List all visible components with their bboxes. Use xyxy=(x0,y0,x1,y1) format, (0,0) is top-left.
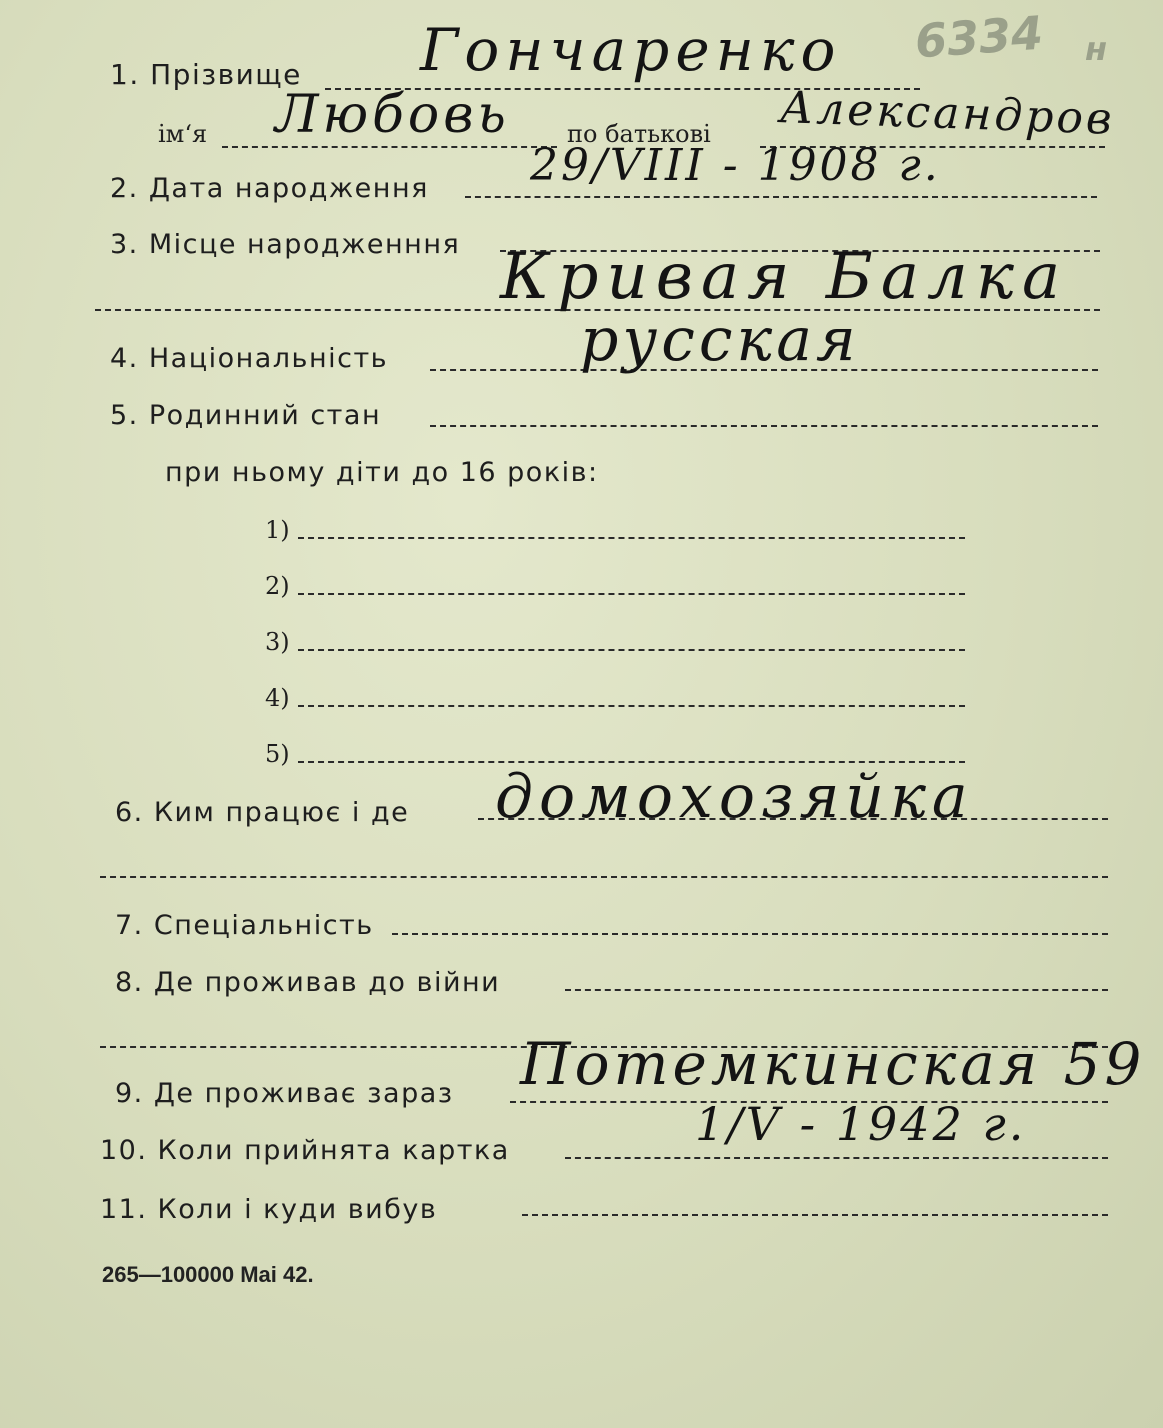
nationality-value: русская xyxy=(580,305,860,375)
archive-number: 6334 xyxy=(913,5,1045,69)
card-accepted-line xyxy=(565,1157,1108,1159)
child-4-label: 4) xyxy=(265,684,290,712)
card-accepted-value: 1/V - 1942 г. xyxy=(695,1097,1027,1151)
current-residence-label: 9. Де проживає зараз xyxy=(115,1078,454,1109)
patronymic-value: Александров xyxy=(779,82,1116,145)
current-residence-value: Потемкинская 59 xyxy=(520,1030,1146,1098)
occupation-line-2 xyxy=(100,876,1108,878)
nationality-label: 4. Національність xyxy=(110,343,389,374)
child-5-label: 5) xyxy=(265,740,290,768)
birth-date-label: 2. Дата народження xyxy=(110,173,429,204)
first-name-line xyxy=(222,146,557,148)
patronymic-label: по батькові xyxy=(567,120,711,148)
child-2-label: 2) xyxy=(265,572,290,600)
children-heading: при ньому діти до 16 років: xyxy=(165,457,599,488)
birth-date-line xyxy=(465,196,1097,198)
specialty-label: 7. Спеціальність xyxy=(115,910,374,941)
child-3-label: 3) xyxy=(265,628,290,656)
prewar-residence-label: 8. Де проживав до війни xyxy=(115,967,501,998)
surname-value: Гончаренко xyxy=(420,16,842,84)
birth-date-value: 29/VIII - 1908 г. xyxy=(530,140,941,191)
birth-place-label: 3. Місце народженння xyxy=(110,229,461,260)
departed-line xyxy=(522,1214,1108,1216)
departed-label: 11. Коли і куди вибув xyxy=(100,1194,438,1225)
specialty-line xyxy=(392,933,1108,935)
print-run-footer: 265—100000 Mai 42. xyxy=(102,1262,314,1287)
first-name-value: Любовь xyxy=(275,85,510,145)
child-3-line xyxy=(298,649,965,651)
first-name-label: ім‘я xyxy=(158,120,208,148)
occupation-label: 6. Ким працює і де xyxy=(115,797,410,828)
occupation-value: домохозяйка xyxy=(495,762,974,832)
prewar-residence-line xyxy=(565,989,1108,991)
archive-suffix: н xyxy=(1085,30,1108,68)
marital-status-label: 5. Родинний стан xyxy=(110,400,382,431)
child-1-line xyxy=(298,537,965,539)
birth-place-value: Кривая Балка xyxy=(500,240,1069,314)
card-accepted-label: 10. Коли прийнята картка xyxy=(100,1135,510,1166)
child-2-line xyxy=(298,593,965,595)
child-4-line xyxy=(298,705,965,707)
surname-label: 1. Прізвище xyxy=(110,58,302,91)
marital-status-line xyxy=(430,425,1098,427)
child-1-label: 1) xyxy=(265,516,290,544)
